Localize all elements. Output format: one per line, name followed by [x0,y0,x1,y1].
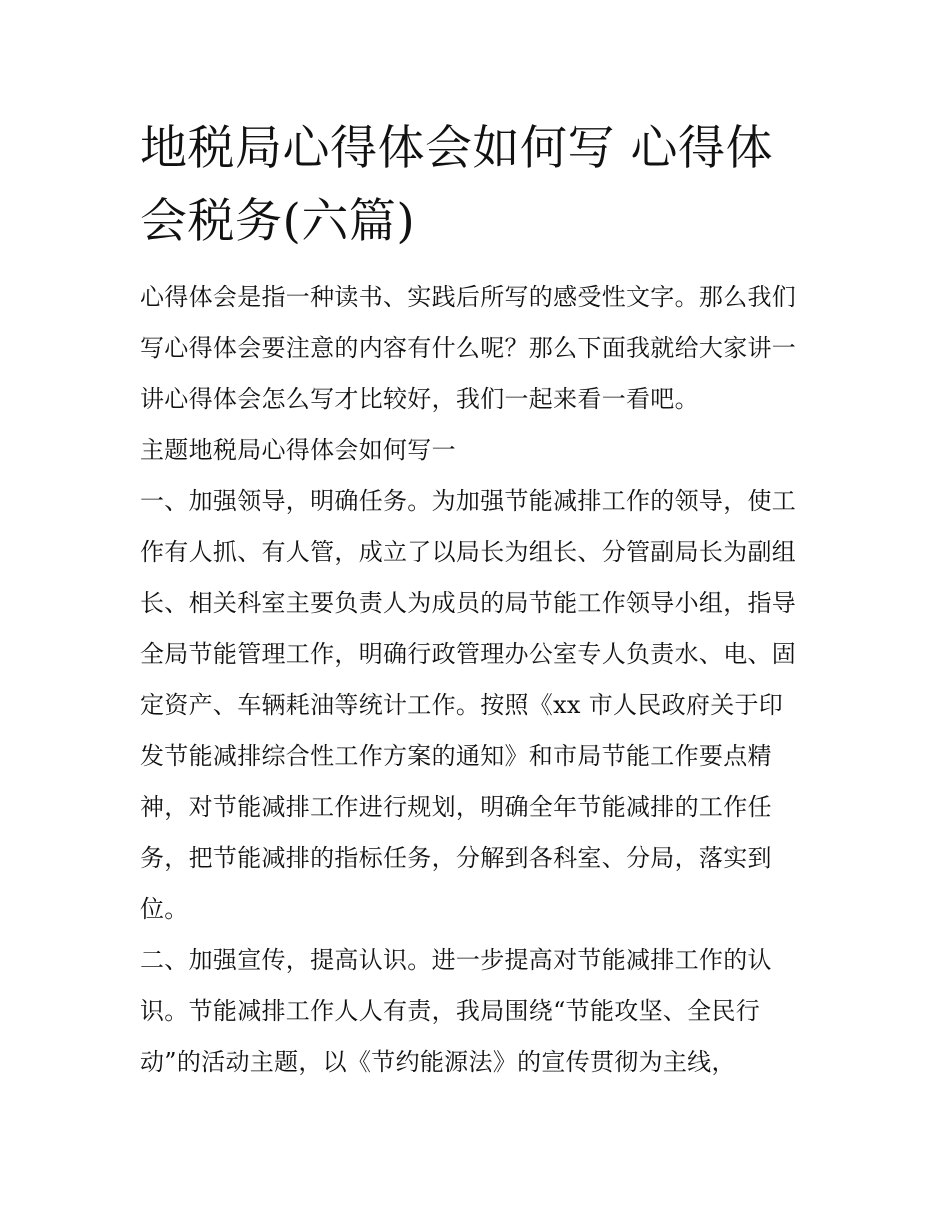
title-line: 会税务(六篇) [140,194,416,249]
text-line: 作有人抓、有人管，成立了以局长为组长、分管副局长为副组 [140,538,797,566]
text-line: 主题地税局心得体会如何写一 [140,436,456,464]
text-line: 发节能减排综合性工作方案的通知》和市局节能工作要点精 [140,742,772,770]
text-line: 二、加强宣传，提高认识。进一步提高对节能减排工作的认 [140,946,772,974]
text-line: 长、相关科室主要负责人为成员的局节能工作领导小组，指导 [140,589,797,617]
document-title [140,112,820,258]
text-line: 讲心得体会怎么写才比较好，我们一起来看一看吧。 [140,385,699,413]
text-line: 一、加强领导，明确任务。为加强节能减排工作的领导，使工 [140,487,797,515]
text-line: 动”的活动主题，以《节约能源法》的宣传贯彻为主线， [140,1048,736,1076]
intro-paragraph [140,272,820,425]
text-line: 写心得体会要注意的内容有什么呢？那么下面我就给大家讲一 [140,334,797,362]
body-paragraph [140,476,820,935]
text-line: 全局节能管理工作，明确行政管理办公室专人负责水、电、固 [140,640,797,668]
text-line: 识。节能减排工作人人有责，我局围绕“节能攻坚、全民行 [140,997,761,1025]
title-line: 地税局心得体会如何写 心得体 [140,121,773,176]
text-line: 务，把节能减排的指标任务，分解到各科室、分局，落实到 [140,844,772,872]
text-line: 神，对节能减排工作进行规划，明确全年节能减排的工作任 [140,793,772,821]
text-line: 心得体会是指一种读书、实践后所写的感受性文字。那么我们 [140,283,797,311]
text-line: 定资产、车辆耗油等统计工作。按照《xx 市人民政府关于印 [140,691,784,719]
body-paragraph [140,935,820,1088]
section-heading [140,425,820,476]
text-line: 位。 [140,895,189,923]
document-page [140,112,820,1088]
